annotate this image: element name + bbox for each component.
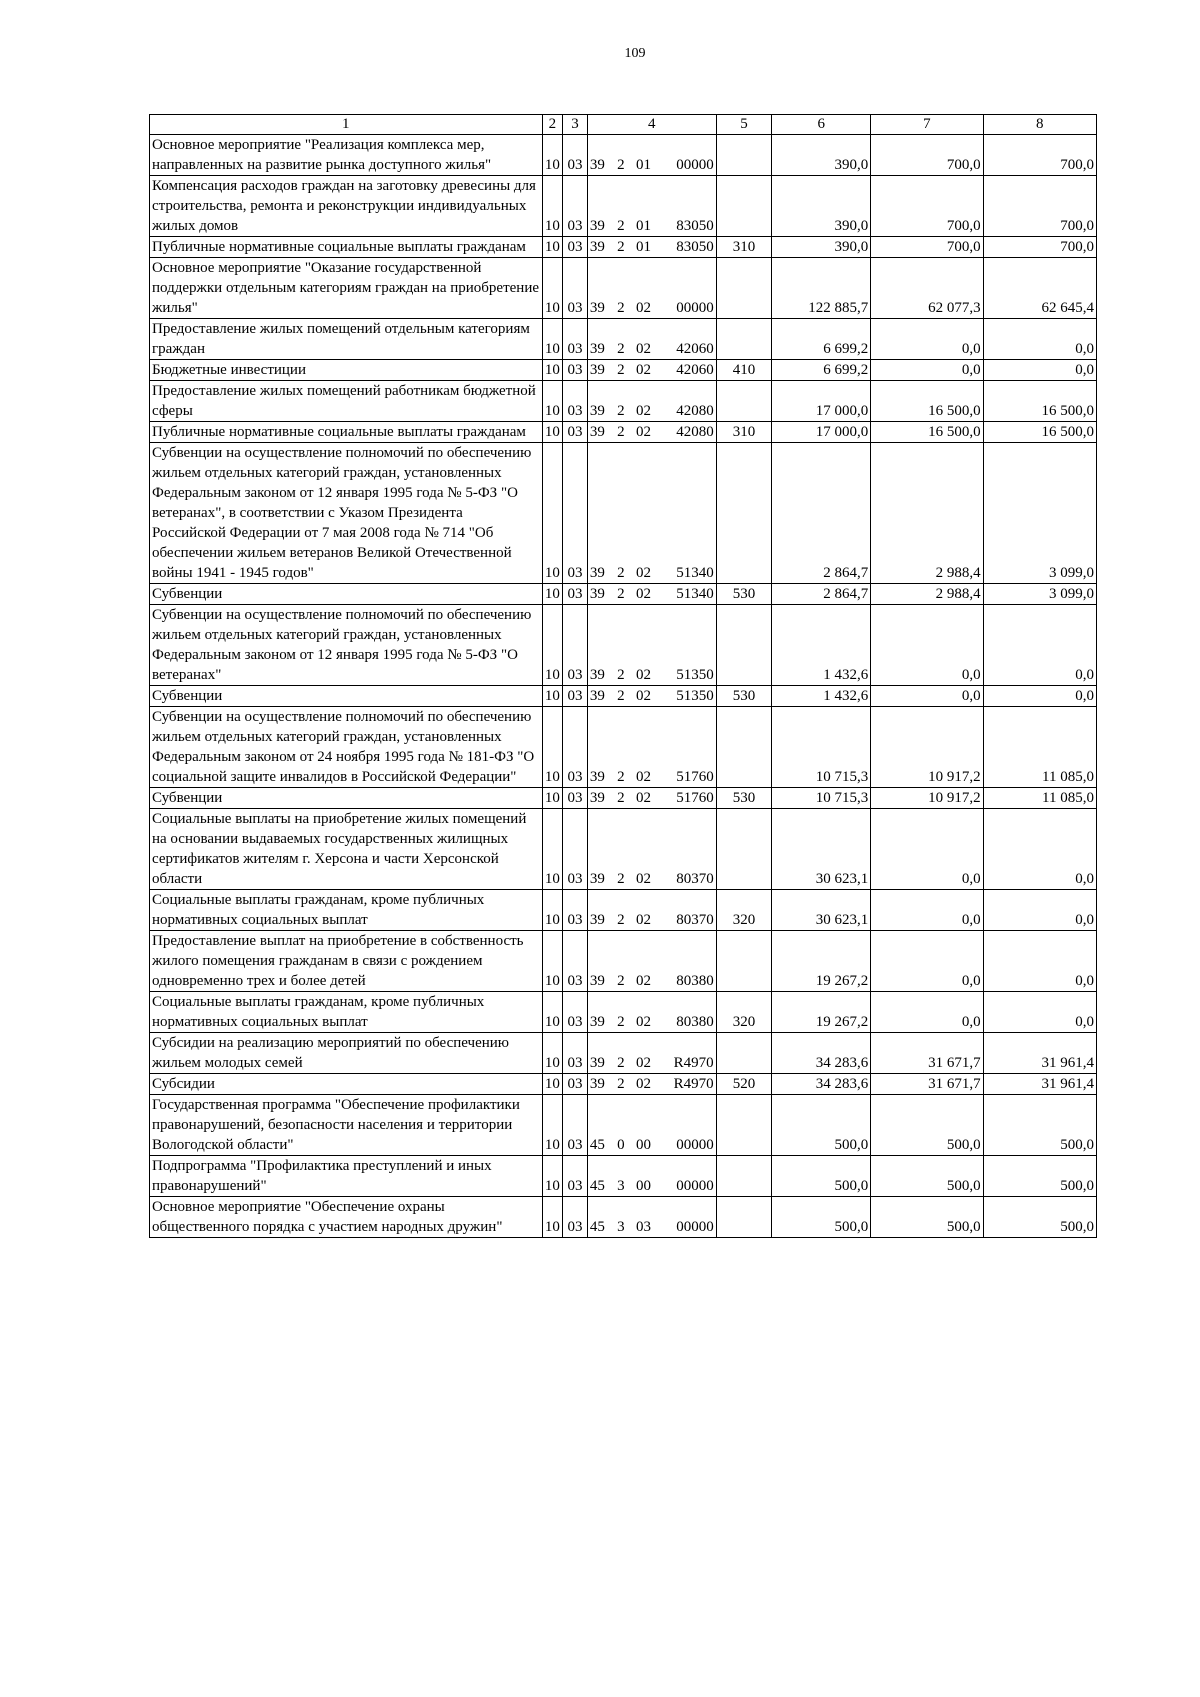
cell-activity: 02 (631, 992, 657, 1033)
row-name: Субвенции на осуществление полномочий по обеспечению жильем отдельных категорий граждан, установленных Федеральным законом от 12 января 1995 года № 5-ФЗ "О ветеранах", в соответствии с Указом Президента Российской Федерации от 7 мая 2008 года № 714 "Об обеспечении жильем ветеранов Великой Отечественной войны 1941 - 1945 годов" (150, 443, 543, 584)
cell-amount-8: 0,0 (983, 931, 1096, 992)
cell-amount-7: 0,0 (871, 992, 983, 1033)
cell-subsection: 03 (563, 135, 588, 176)
row-name: Социальные выплаты гражданам, кроме публичных нормативных социальных выплат (150, 992, 543, 1033)
cell-subprogram: 2 (611, 237, 631, 258)
cell-amount-8: 11 085,0 (983, 788, 1096, 809)
table-row (150, 1156, 1097, 1197)
cell-direction: 42080 (656, 381, 716, 422)
cell-amount-7: 2 988,4 (871, 443, 983, 584)
cell-amount-8: 11 085,0 (983, 707, 1096, 788)
cell-subsection: 03 (563, 1074, 588, 1095)
table-header-row (150, 115, 1097, 135)
cell-activity: 02 (631, 381, 657, 422)
cell-subprogram: 2 (611, 890, 631, 931)
cell-subprogram: 2 (611, 176, 631, 237)
cell-expense-type (716, 1156, 772, 1197)
cell-subprogram: 2 (611, 809, 631, 890)
cell-subsection: 03 (563, 890, 588, 931)
cell-subsection: 03 (563, 319, 588, 360)
row-name: Предоставление жилых помещений отдельным категориям граждан (150, 319, 543, 360)
cell-amount-6: 34 283,6 (772, 1074, 871, 1095)
cell-subprogram: 2 (611, 707, 631, 788)
cell-program: 45 (587, 1095, 611, 1156)
cell-amount-8: 700,0 (983, 135, 1096, 176)
cell-expense-type (716, 135, 772, 176)
row-name: Субвенции (150, 788, 543, 809)
cell-program: 39 (587, 319, 611, 360)
cell-program: 39 (587, 1033, 611, 1074)
cell-section: 10 (542, 809, 563, 890)
cell-subprogram: 2 (611, 1033, 631, 1074)
cell-amount-6: 2 864,7 (772, 584, 871, 605)
cell-activity: 03 (631, 1197, 657, 1238)
cell-expense-type: 520 (716, 1074, 772, 1095)
column-header: 5 (716, 115, 772, 135)
table-row (150, 176, 1097, 237)
cell-expense-type (716, 443, 772, 584)
cell-amount-8: 0,0 (983, 992, 1096, 1033)
cell-section: 10 (542, 1156, 563, 1197)
cell-activity: 02 (631, 605, 657, 686)
cell-expense-type (716, 1033, 772, 1074)
cell-section: 10 (542, 443, 563, 584)
cell-subsection: 03 (563, 584, 588, 605)
cell-amount-8: 0,0 (983, 319, 1096, 360)
cell-subsection: 03 (563, 788, 588, 809)
cell-section: 10 (542, 319, 563, 360)
cell-subsection: 03 (563, 258, 588, 319)
cell-amount-8: 16 500,0 (983, 422, 1096, 443)
cell-amount-6: 30 623,1 (772, 890, 871, 931)
cell-direction: 80380 (656, 931, 716, 992)
cell-amount-6: 122 885,7 (772, 258, 871, 319)
cell-amount-8: 3 099,0 (983, 584, 1096, 605)
cell-amount-7: 700,0 (871, 176, 983, 237)
cell-expense-type: 530 (716, 584, 772, 605)
cell-subsection: 03 (563, 237, 588, 258)
row-name: Социальные выплаты на приобретение жилых помещений на основании выдаваемых государственных жилищных сертификатов жителям г. Херсона и части Херсонской области (150, 809, 543, 890)
cell-amount-6: 500,0 (772, 1095, 871, 1156)
cell-expense-type: 310 (716, 237, 772, 258)
cell-amount-6: 390,0 (772, 237, 871, 258)
row-name: Субсидии на реализацию мероприятий по обеспечению жильем молодых семей (150, 1033, 543, 1074)
cell-subprogram: 3 (611, 1197, 631, 1238)
cell-amount-8: 31 961,4 (983, 1033, 1096, 1074)
cell-direction: 51340 (656, 443, 716, 584)
cell-program: 39 (587, 237, 611, 258)
column-header: 7 (871, 115, 983, 135)
cell-subsection: 03 (563, 707, 588, 788)
cell-amount-8: 500,0 (983, 1197, 1096, 1238)
page-number: 109 (624, 46, 646, 61)
cell-subprogram: 2 (611, 788, 631, 809)
cell-direction: 80380 (656, 992, 716, 1033)
column-header: 3 (563, 115, 588, 135)
cell-subprogram: 2 (611, 443, 631, 584)
cell-amount-6: 10 715,3 (772, 707, 871, 788)
cell-amount-7: 700,0 (871, 237, 983, 258)
table-row (150, 584, 1097, 605)
cell-activity: 01 (631, 237, 657, 258)
cell-activity: 00 (631, 1095, 657, 1156)
cell-activity: 02 (631, 788, 657, 809)
cell-amount-6: 1 432,6 (772, 686, 871, 707)
budget-table (149, 114, 1097, 1238)
cell-direction: 80370 (656, 890, 716, 931)
cell-activity: 02 (631, 1033, 657, 1074)
column-header: 6 (772, 115, 871, 135)
cell-subsection: 03 (563, 992, 588, 1033)
cell-subprogram: 2 (611, 381, 631, 422)
cell-subprogram: 2 (611, 1074, 631, 1095)
cell-expense-type: 530 (716, 788, 772, 809)
cell-section: 10 (542, 422, 563, 443)
cell-direction: R4970 (656, 1033, 716, 1074)
row-name: Основное мероприятие "Обеспечение охраны общественного порядка с участием народных дружин" (150, 1197, 543, 1238)
table-row (150, 360, 1097, 381)
cell-section: 10 (542, 1033, 563, 1074)
cell-amount-7: 0,0 (871, 319, 983, 360)
cell-subsection: 03 (563, 381, 588, 422)
cell-amount-6: 30 623,1 (772, 809, 871, 890)
table-row (150, 1095, 1097, 1156)
cell-activity: 01 (631, 135, 657, 176)
cell-section: 10 (542, 931, 563, 992)
row-name: Бюджетные инвестиции (150, 360, 543, 381)
row-name: Предоставление жилых помещений работникам бюджетной сферы (150, 381, 543, 422)
table-row (150, 809, 1097, 890)
cell-amount-6: 6 699,2 (772, 319, 871, 360)
table-row (150, 890, 1097, 931)
cell-subsection: 03 (563, 1033, 588, 1074)
cell-expense-type (716, 605, 772, 686)
cell-activity: 02 (631, 809, 657, 890)
cell-program: 39 (587, 584, 611, 605)
cell-direction: 42080 (656, 422, 716, 443)
table-row (150, 707, 1097, 788)
cell-direction: 00000 (656, 1095, 716, 1156)
cell-direction: 51760 (656, 707, 716, 788)
cell-subprogram: 2 (611, 686, 631, 707)
cell-subsection: 03 (563, 605, 588, 686)
cell-subprogram: 2 (611, 992, 631, 1033)
cell-program: 39 (587, 788, 611, 809)
cell-program: 39 (587, 381, 611, 422)
cell-amount-6: 1 432,6 (772, 605, 871, 686)
table-row (150, 1074, 1097, 1095)
cell-direction: 51350 (656, 605, 716, 686)
cell-amount-6: 17 000,0 (772, 381, 871, 422)
cell-program: 39 (587, 809, 611, 890)
table-row (150, 788, 1097, 809)
cell-amount-8: 0,0 (983, 605, 1096, 686)
cell-amount-6: 390,0 (772, 135, 871, 176)
row-name: Подпрограмма "Профилактика преступлений и иных правонарушений" (150, 1156, 543, 1197)
cell-direction: 42060 (656, 319, 716, 360)
cell-amount-8: 62 645,4 (983, 258, 1096, 319)
cell-section: 10 (542, 992, 563, 1033)
cell-amount-8: 700,0 (983, 176, 1096, 237)
cell-expense-type (716, 1197, 772, 1238)
cell-program: 39 (587, 707, 611, 788)
cell-direction: 00000 (656, 1197, 716, 1238)
cell-subprogram: 2 (611, 319, 631, 360)
cell-amount-6: 34 283,6 (772, 1033, 871, 1074)
row-name: Компенсация расходов граждан на заготовку древесины для строительства, ремонта и реконструкции индивидуальных жилых домов (150, 176, 543, 237)
cell-section: 10 (542, 707, 563, 788)
cell-program: 39 (587, 422, 611, 443)
cell-program: 39 (587, 135, 611, 176)
cell-section: 10 (542, 605, 563, 686)
cell-expense-type (716, 381, 772, 422)
row-name: Субвенции на осуществление полномочий по обеспечению жильем отдельных категорий граждан, установленных Федеральным законом от 24 ноября 1995 года № 181-ФЗ "О социальной защите инвалидов в Российской Федерации" (150, 707, 543, 788)
column-header: 4 (587, 115, 716, 135)
cell-amount-7: 500,0 (871, 1197, 983, 1238)
table-row (150, 319, 1097, 360)
cell-program: 39 (587, 931, 611, 992)
row-name: Публичные нормативные социальные выплаты гражданам (150, 237, 543, 258)
cell-amount-7: 31 671,7 (871, 1074, 983, 1095)
cell-direction: 00000 (656, 135, 716, 176)
table-row (150, 605, 1097, 686)
cell-expense-type: 320 (716, 992, 772, 1033)
cell-expense-type (716, 931, 772, 992)
cell-program: 39 (587, 443, 611, 584)
row-name: Государственная программа "Обеспечение профилактики правонарушений, безопасности населения и территории Вологодской области" (150, 1095, 543, 1156)
cell-subprogram: 2 (611, 584, 631, 605)
cell-subprogram: 2 (611, 258, 631, 319)
cell-activity: 02 (631, 422, 657, 443)
cell-amount-8: 700,0 (983, 237, 1096, 258)
cell-expense-type: 410 (716, 360, 772, 381)
cell-amount-7: 62 077,3 (871, 258, 983, 319)
cell-direction: 83050 (656, 237, 716, 258)
cell-expense-type (716, 809, 772, 890)
cell-program: 45 (587, 1156, 611, 1197)
cell-activity: 01 (631, 176, 657, 237)
row-name: Предоставление выплат на приобретение в собственность жилого помещения гражданам в связи с рождением одновременно трех и более детей (150, 931, 543, 992)
table-row (150, 237, 1097, 258)
cell-activity: 02 (631, 707, 657, 788)
cell-section: 10 (542, 237, 563, 258)
cell-amount-7: 0,0 (871, 809, 983, 890)
cell-subsection: 03 (563, 931, 588, 992)
cell-amount-7: 0,0 (871, 931, 983, 992)
cell-expense-type: 320 (716, 890, 772, 931)
cell-program: 39 (587, 360, 611, 381)
table-row (150, 135, 1097, 176)
cell-activity: 02 (631, 258, 657, 319)
cell-subsection: 03 (563, 176, 588, 237)
cell-activity: 02 (631, 360, 657, 381)
cell-activity: 02 (631, 931, 657, 992)
cell-amount-6: 10 715,3 (772, 788, 871, 809)
cell-direction: 51760 (656, 788, 716, 809)
cell-amount-7: 500,0 (871, 1095, 983, 1156)
cell-direction: 00000 (656, 258, 716, 319)
cell-amount-7: 10 917,2 (871, 788, 983, 809)
cell-section: 10 (542, 686, 563, 707)
table-row (150, 258, 1097, 319)
row-name: Субвенции (150, 584, 543, 605)
row-name: Основное мероприятие "Реализация комплекса мер, направленных на развитие рынка доступного жилья" (150, 135, 543, 176)
cell-subsection: 03 (563, 809, 588, 890)
cell-program: 39 (587, 605, 611, 686)
cell-expense-type (716, 707, 772, 788)
cell-program: 39 (587, 176, 611, 237)
cell-section: 10 (542, 1095, 563, 1156)
row-name: Субсидии (150, 1074, 543, 1095)
row-name: Основное мероприятие "Оказание государственной поддержки отдельным категориям граждан на приобретение жилья" (150, 258, 543, 319)
cell-program: 39 (587, 992, 611, 1033)
column-header: 2 (542, 115, 563, 135)
cell-direction: 51340 (656, 584, 716, 605)
cell-section: 10 (542, 176, 563, 237)
cell-subsection: 03 (563, 360, 588, 381)
cell-subsection: 03 (563, 1156, 588, 1197)
cell-amount-8: 0,0 (983, 890, 1096, 931)
cell-section: 10 (542, 584, 563, 605)
cell-subprogram: 2 (611, 422, 631, 443)
cell-amount-7: 0,0 (871, 605, 983, 686)
cell-section: 10 (542, 258, 563, 319)
cell-direction: 83050 (656, 176, 716, 237)
cell-amount-6: 2 864,7 (772, 443, 871, 584)
cell-amount-7: 16 500,0 (871, 381, 983, 422)
cell-amount-6: 6 699,2 (772, 360, 871, 381)
cell-subsection: 03 (563, 443, 588, 584)
cell-amount-6: 500,0 (772, 1197, 871, 1238)
cell-section: 10 (542, 381, 563, 422)
cell-section: 10 (542, 135, 563, 176)
cell-direction: 00000 (656, 1156, 716, 1197)
cell-section: 10 (542, 788, 563, 809)
cell-amount-7: 10 917,2 (871, 707, 983, 788)
cell-program: 39 (587, 258, 611, 319)
cell-direction: 42060 (656, 360, 716, 381)
table-row (150, 992, 1097, 1033)
cell-amount-7: 0,0 (871, 890, 983, 931)
row-name: Субвенции на осуществление полномочий по обеспечению жильем отдельных категорий граждан, установленных Федеральным законом от 12 января 1995 года № 5-ФЗ "О ветеранах" (150, 605, 543, 686)
cell-amount-8: 500,0 (983, 1095, 1096, 1156)
cell-subsection: 03 (563, 1095, 588, 1156)
cell-amount-7: 700,0 (871, 135, 983, 176)
cell-expense-type (716, 258, 772, 319)
cell-amount-7: 0,0 (871, 360, 983, 381)
cell-amount-7: 16 500,0 (871, 422, 983, 443)
cell-activity: 02 (631, 1074, 657, 1095)
cell-expense-type: 530 (716, 686, 772, 707)
cell-amount-8: 0,0 (983, 686, 1096, 707)
row-name: Субвенции (150, 686, 543, 707)
cell-amount-7: 31 671,7 (871, 1033, 983, 1074)
column-header: 8 (983, 115, 1096, 135)
cell-subprogram: 2 (611, 360, 631, 381)
cell-activity: 02 (631, 443, 657, 584)
cell-subprogram: 2 (611, 135, 631, 176)
cell-subsection: 03 (563, 422, 588, 443)
cell-subsection: 03 (563, 686, 588, 707)
cell-amount-8: 31 961,4 (983, 1074, 1096, 1095)
table-row (150, 1033, 1097, 1074)
table-row (150, 1197, 1097, 1238)
cell-amount-8: 3 099,0 (983, 443, 1096, 584)
cell-program: 39 (587, 1074, 611, 1095)
cell-expense-type (716, 1095, 772, 1156)
cell-direction: 80370 (656, 809, 716, 890)
cell-expense-type (716, 319, 772, 360)
table-row (150, 686, 1097, 707)
cell-amount-7: 0,0 (871, 686, 983, 707)
cell-activity: 02 (631, 890, 657, 931)
table-row (150, 381, 1097, 422)
cell-amount-7: 500,0 (871, 1156, 983, 1197)
cell-subprogram: 2 (611, 605, 631, 686)
cell-program: 39 (587, 686, 611, 707)
cell-amount-6: 500,0 (772, 1156, 871, 1197)
cell-subprogram: 0 (611, 1095, 631, 1156)
cell-expense-type: 310 (716, 422, 772, 443)
cell-program: 45 (587, 1197, 611, 1238)
cell-direction: 51350 (656, 686, 716, 707)
cell-amount-6: 390,0 (772, 176, 871, 237)
cell-amount-8: 500,0 (983, 1156, 1096, 1197)
cell-activity: 02 (631, 686, 657, 707)
cell-subprogram: 3 (611, 1156, 631, 1197)
cell-amount-7: 2 988,4 (871, 584, 983, 605)
cell-section: 10 (542, 360, 563, 381)
column-header: 1 (150, 115, 543, 135)
cell-program: 39 (587, 890, 611, 931)
cell-section: 10 (542, 1074, 563, 1095)
table-row (150, 422, 1097, 443)
cell-amount-6: 19 267,2 (772, 931, 871, 992)
cell-amount-6: 17 000,0 (772, 422, 871, 443)
cell-subprogram: 2 (611, 931, 631, 992)
row-name: Социальные выплаты гражданам, кроме публичных нормативных социальных выплат (150, 890, 543, 931)
cell-subsection: 03 (563, 1197, 588, 1238)
cell-activity: 02 (631, 584, 657, 605)
table-body (150, 135, 1097, 1238)
cell-amount-8: 0,0 (983, 809, 1096, 890)
cell-expense-type (716, 176, 772, 237)
cell-activity: 02 (631, 319, 657, 360)
cell-section: 10 (542, 1197, 563, 1238)
cell-amount-6: 19 267,2 (772, 992, 871, 1033)
table-row (150, 443, 1097, 584)
cell-activity: 00 (631, 1156, 657, 1197)
table-row (150, 931, 1097, 992)
cell-direction: R4970 (656, 1074, 716, 1095)
cell-section: 10 (542, 890, 563, 931)
cell-amount-8: 0,0 (983, 360, 1096, 381)
row-name: Публичные нормативные социальные выплаты гражданам (150, 422, 543, 443)
cell-amount-8: 16 500,0 (983, 381, 1096, 422)
